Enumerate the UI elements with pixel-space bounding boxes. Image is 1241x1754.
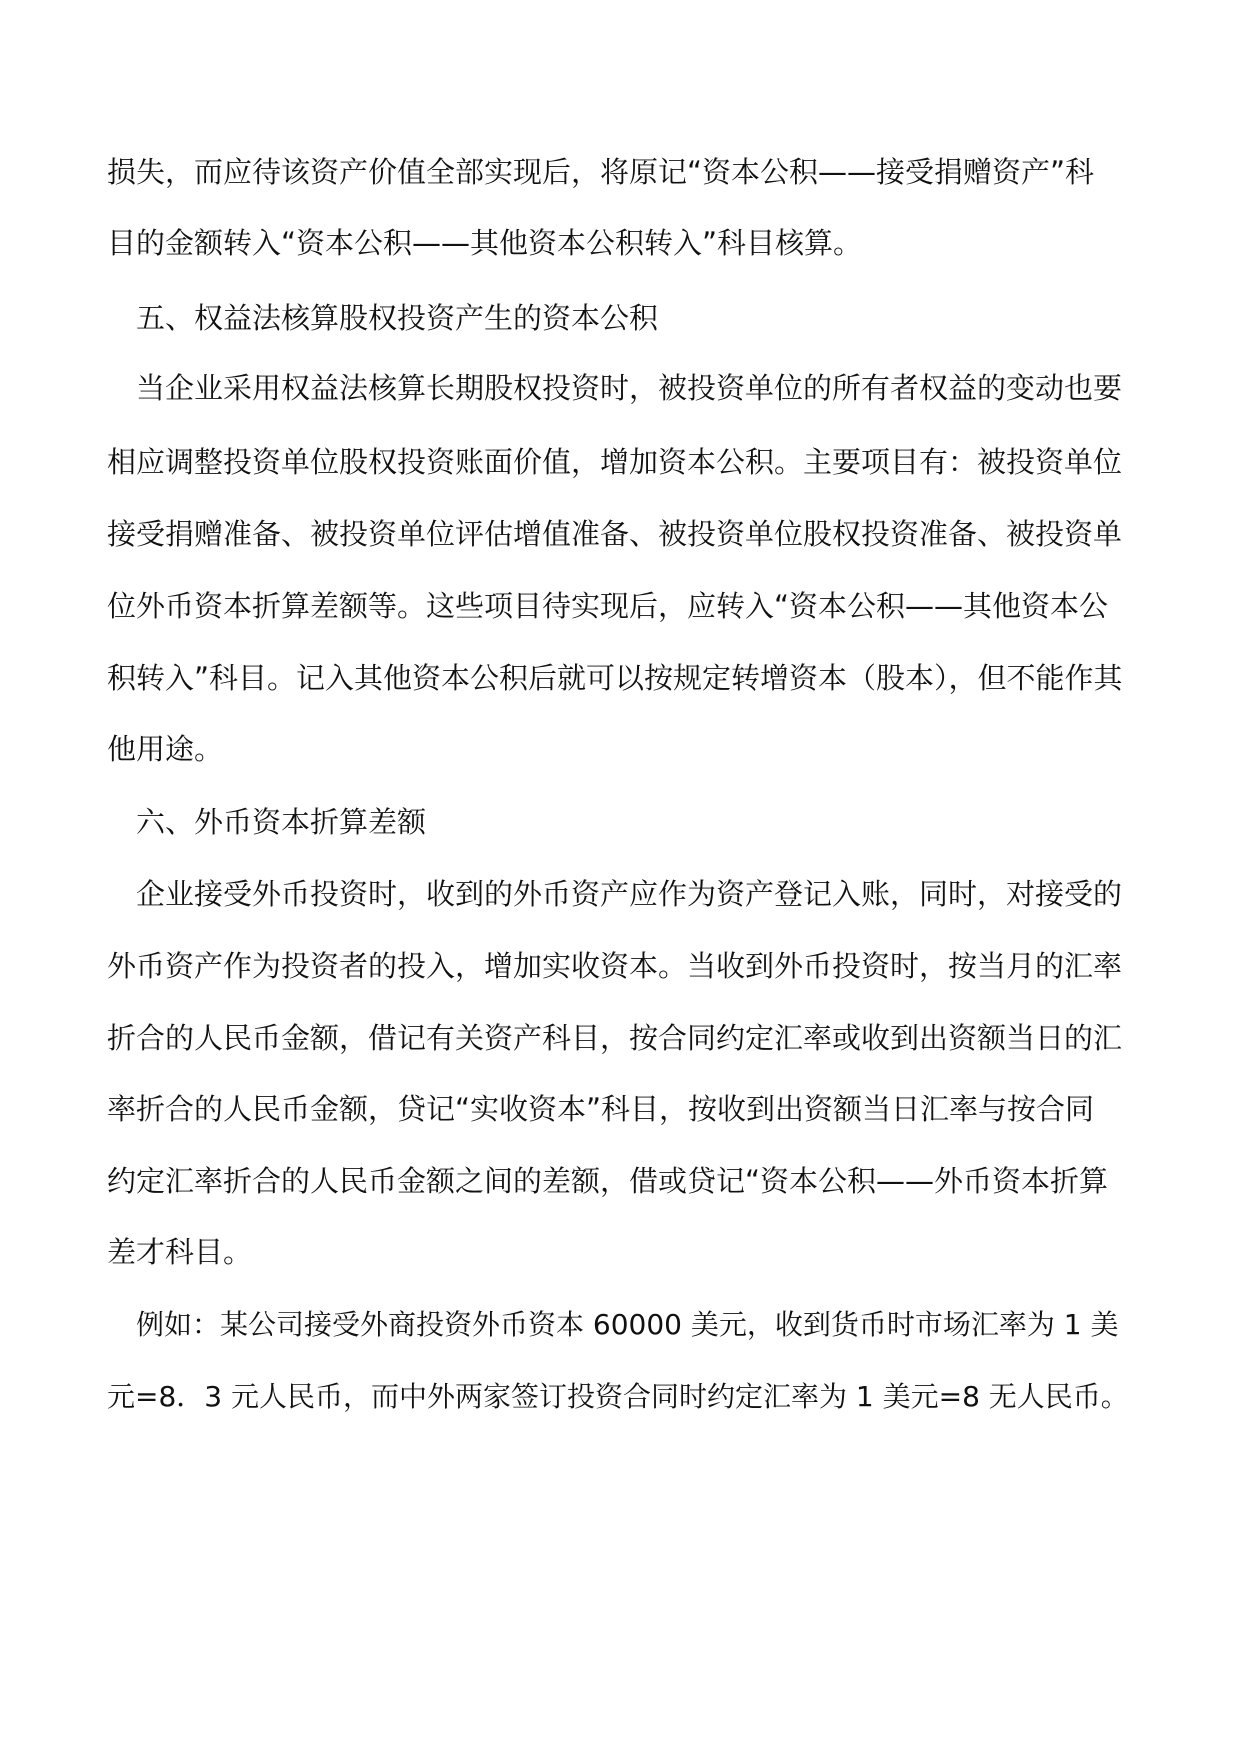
line-text: 五、权益法核算股权投资产生的资本公积: [136, 301, 659, 335]
line-text: 目的金额转入“资本公积——其他资本公积转入”科目核算。: [107, 226, 863, 260]
line-text: 他用途。: [107, 732, 224, 766]
line-text: 折合的人民币金额，借记有关资产科目，按合同约定汇率或收到出资额当日的汇: [107, 1021, 1123, 1055]
line-text: 外币资产作为投资者的投入，增加实收资本。当收到外币投资时，按当月的汇率: [107, 949, 1123, 983]
section-heading: [0, 288, 1241, 348]
text-line: [0, 1295, 1241, 1355]
line-text: 六、外币资本折算差额: [136, 805, 427, 839]
line-text: 约定汇率折合的人民币金额之间的差额，借或贷记“资本公积——外币资本折算: [107, 1164, 1109, 1198]
text-line: [0, 648, 1241, 708]
text-line: [0, 864, 1241, 924]
text-line: [0, 213, 1241, 273]
text-line: [0, 1008, 1241, 1068]
line-text: 积转入”科目。记入其他资本公积后就可以按规定转增资本（股本），但不能作其: [107, 661, 1123, 695]
line-text: 损失，而应待该资产价值全部实现后，将原记“资本公积——接受捐赠资产”科: [107, 155, 1095, 189]
line-text: 率折合的人民币金额，贷记“实收资本”科目，按收到出资额当日汇率与按合同: [107, 1092, 1095, 1126]
line-text: 位外币资本折算差额等。这些项目待实现后，应转入“资本公积——其他资本公: [107, 589, 1109, 623]
line-text: 差才科目。: [107, 1235, 253, 1269]
text-line: [0, 432, 1241, 492]
line-text: 当企业采用权益法核算长期股权投资时，被投资单位的所有者权益的变动也要: [136, 371, 1123, 405]
line-text: 元=8．3 元人民币，而中外两家签订投资合同时约定汇率为 1 美元=8 无人民币。: [107, 1380, 1129, 1413]
text-line: [0, 576, 1241, 636]
line-text: 企业接受外币投资时，收到的外币资产应作为资产登记入账，同时，对接受的: [136, 877, 1123, 911]
text-line: [0, 1222, 1241, 1282]
line-text: 相应调整投资单位股权投资账面价值，增加资本公积。主要项目有：被投资单位: [107, 445, 1123, 479]
text-line: [0, 504, 1241, 564]
section-heading: [0, 792, 1241, 852]
line-text: 接受捐赠准备、被投资单位评估增值准备、被投资单位股权投资准备、被投资单: [107, 517, 1123, 551]
text-line: [0, 358, 1241, 418]
text-line: [0, 719, 1241, 779]
text-line: [0, 1367, 1241, 1427]
text-line: [0, 1151, 1241, 1211]
text-line: [0, 1079, 1241, 1139]
line-text: 例如：某公司接受外商投资外币资本 60000 美元，收到货币时市场汇率为 1 美: [136, 1308, 1119, 1341]
text-line: [0, 936, 1241, 996]
text-line: [0, 142, 1241, 202]
